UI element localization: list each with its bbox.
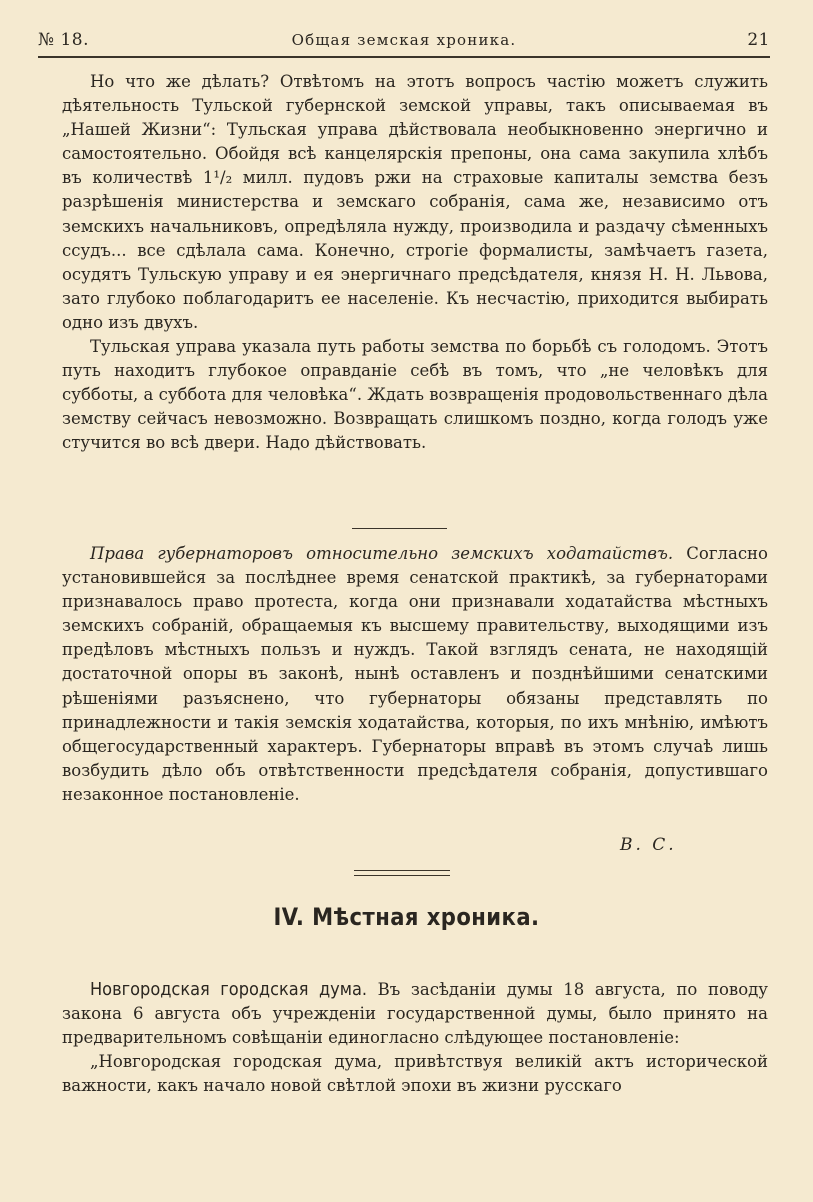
- article-text: Въ засѣданіи думы 18 августа, по поводу закона 6 августа объ учрежденіи государственной думы, было принято на предварительномъ совѣщаніи единогласно слѣдующее постановленіе:: [62, 980, 768, 1048]
- article-heading: Новгородская городская дума.: [90, 979, 368, 1000]
- article-block-3: [62, 978, 768, 1098]
- issue-number: № 18.: [38, 30, 90, 50]
- double-rule-bottom: [354, 875, 450, 876]
- divider: [352, 528, 447, 529]
- author-signature: В. С.: [620, 835, 677, 855]
- article-block-1: [62, 70, 768, 456]
- page-header: [38, 26, 770, 58]
- paragraph: Но что же дѣлать? Отвѣтомъ на этотъ вопросъ частію можетъ служить дѣятельность Тульской губернской земской управы, такъ описываемая въ „Нашей Жизни“: Тульская управа дѣйствовала необыкновенно энергично и самостоятельно. Обойдя всѣ канцелярскія препоны, она сама закупила хлѣбъ въ количествѣ 1¹/₂ милл. пудовъ ржи на страховые капиталы земства безъ разрѣшенія министерства и земскаго собранія, сама же, независимо отъ земскихъ начальниковъ, опредѣляла нужду, производила и раздачу сѣменныхъ ссудъ... все сдѣлала сама. Конечно, строгіе формалисты, замѣчаетъ газета, осудятъ Тульскую управу и ея энергичнаго предсѣдателя, князя Н. Н. Львова, зато глубоко поблагодаритъ ее населеніе. Къ несчастію, приходится выбирать одно изъ двухъ.: [62, 72, 768, 332]
- quote-paragraph: „Новгородская городская дума, привѣтствуя великій актъ исторической важности, какъ начало новой свѣтлой эпохи въ жизни русскаго: [62, 1052, 768, 1096]
- paragraph: [62, 978, 768, 1050]
- article-block-2: [62, 542, 768, 807]
- article-text: Согласно установившейся за послѣднее время сенатской практикѣ, за губернаторами признавалось право протеста, когда они признавали ходатайства мѣстныхъ земскихъ собраній, обращаемыя къ высшему правительству, выходящими изъ предѣловъ мѣстныхъ пользъ и нуждъ. Такой взглядъ сената, не находящій достаточной опоры въ законѣ, нынѣ оставленъ и позднѣйшими сенатскими рѣшеніями разъяснено, что губернаторы обязаны представлять по принадлежности и такія земскія ходатайства, которыя, по ихъ мнѣнію, имѣютъ общегосударственный характеръ. Губернаторы вправѣ въ этомъ случаѣ лишь возбудить дѣло объ отвѣтственности предсѣдателя собранія, допустившаго незаконное постановленіе.: [62, 544, 768, 804]
- section-title: IV. Мѣстная хроника.: [273, 903, 540, 931]
- running-title: Общая земская хроника.: [291, 31, 517, 49]
- paragraph: [62, 542, 768, 807]
- page-number: 21: [747, 30, 770, 50]
- paragraph: Тульская управа указала путь работы земства по борьбѣ съ голодомъ. Этотъ путь находитъ глубокое оправданіе себѣ въ томъ, что „не человѣкъ для субботы, а суббота для человѣка“. Ждать возвращенія продовольственнаго дѣла земству сейчасъ невозможно. Возвращать слишкомъ поздно, когда голодъ уже стучится во всѣ двери. Надо дѣйствовать.: [62, 337, 768, 453]
- double-rule-top: [354, 870, 450, 871]
- article-heading: Права губернаторовъ относительно земскихъ ходатайствъ.: [90, 544, 674, 563]
